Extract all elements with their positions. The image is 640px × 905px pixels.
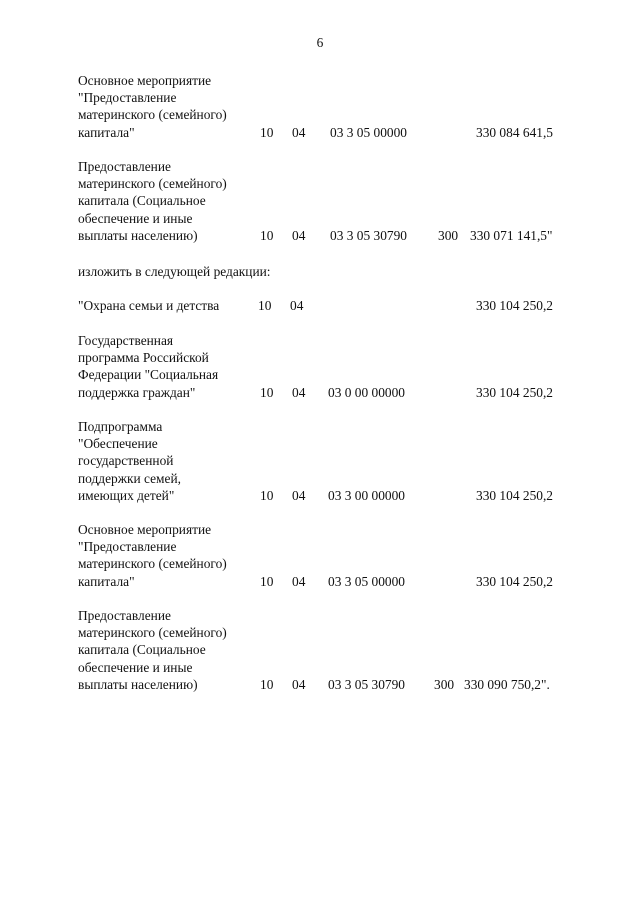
row-csr: 03 3 05 00000: [328, 573, 405, 589]
row-rz: 10: [260, 573, 274, 589]
table-row: [0, 297, 640, 314]
row-amount: 330 104 250,2: [476, 384, 553, 400]
row-amount: 330 071 141,5": [470, 227, 553, 243]
row-csr: 03 3 05 30790: [328, 676, 405, 692]
row-pr: 04: [292, 487, 306, 503]
row-pr: 04: [292, 124, 306, 140]
row-rz: 10: [260, 227, 274, 243]
row-name: Государственная программа Российской Федерации "Социальная поддержка граждан": [78, 333, 219, 400]
table-row: [0, 332, 640, 401]
row-vr: 300: [438, 227, 459, 243]
row-amount: 330 104 250,2: [476, 297, 553, 313]
row-amount: 330 084 641,5: [476, 124, 553, 140]
row-rz: 10: [260, 487, 274, 503]
row-name: Предоставление материнского (семейного) капитала (Социальное обеспечение и иные выплаты населению): [78, 159, 227, 243]
row-pr: 04: [292, 384, 306, 400]
row-csr: 03 3 00 00000: [328, 487, 405, 503]
row-name: Основное мероприятие "Предоставление материнского (семейного) капитала": [78, 522, 227, 589]
row-csr: 03 0 00 00000: [328, 384, 405, 400]
row-name: Подпрограмма "Обеспечение государственной поддержки семей, имеющих детей": [78, 419, 181, 503]
table-row: [0, 72, 640, 141]
table-row: [0, 418, 640, 504]
row-rz: 10: [260, 124, 274, 140]
row-amount: 330 104 250,2: [476, 487, 553, 503]
row-rz: 10: [260, 384, 274, 400]
row-rz: 10: [260, 676, 274, 692]
table-row: [0, 521, 640, 590]
row-amount: 330 104 250,2: [476, 573, 553, 589]
row-name: Предоставление материнского (семейного) капитала (Социальное обеспечение и иные выплаты населению): [78, 608, 227, 692]
row-pr: 04: [290, 297, 304, 313]
row-vr: 300: [434, 676, 455, 692]
row-name: Основное мероприятие "Предоставление материнского (семейного) капитала": [78, 73, 227, 140]
table-row: [0, 607, 640, 693]
row-name: "Охрана семьи и детства: [78, 298, 220, 313]
row-csr: 03 3 05 30790: [330, 227, 407, 243]
section-instruction: изложить в следующей редакции:: [78, 264, 271, 279]
row-pr: 04: [292, 227, 306, 243]
row-rz: 10: [258, 297, 272, 313]
row-csr: 03 3 05 00000: [330, 124, 407, 140]
row-amount: 330 090 750,2".: [464, 676, 550, 692]
row-pr: 04: [292, 573, 306, 589]
row-pr: 04: [292, 676, 306, 692]
page-number: 6: [316, 35, 324, 50]
table-row: [0, 158, 640, 244]
